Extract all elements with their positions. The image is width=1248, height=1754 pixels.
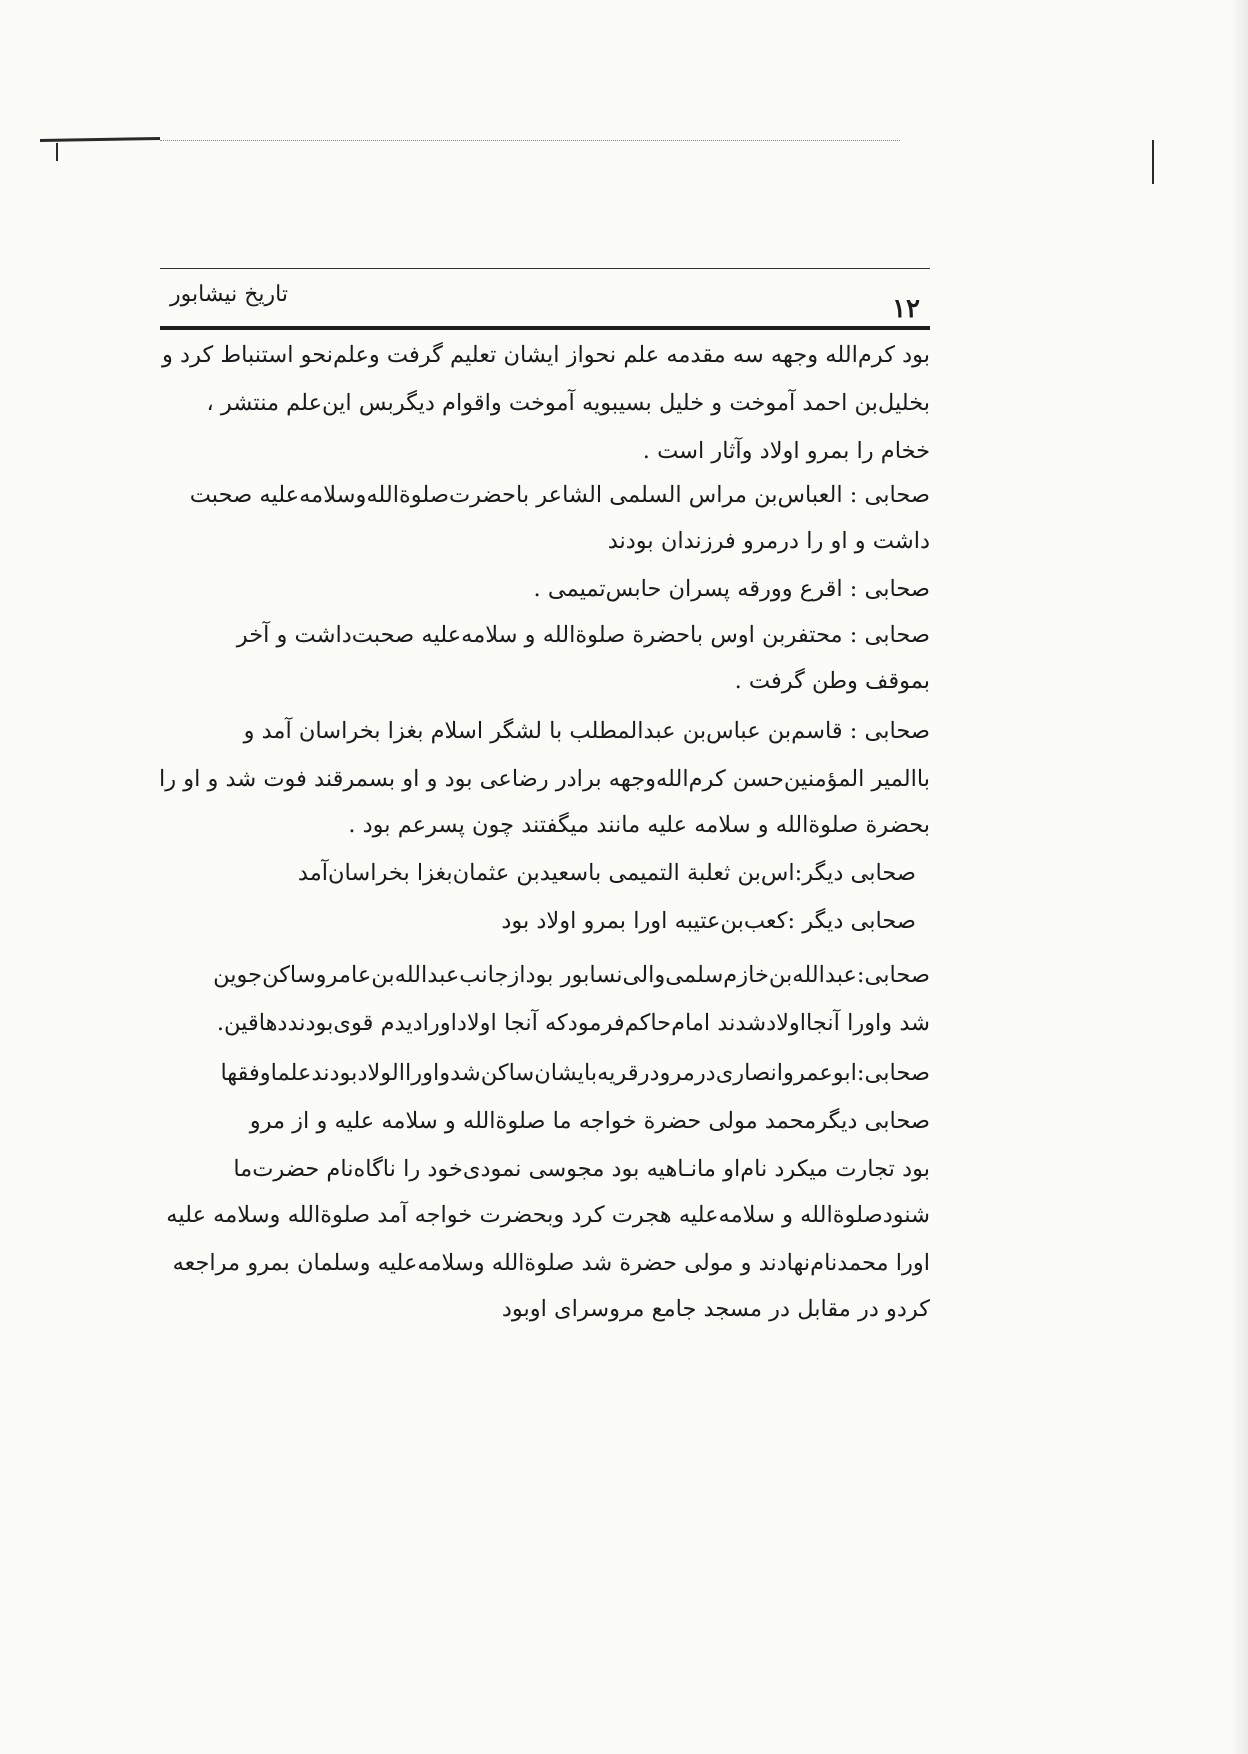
text-line: بحضرة صلوة‌الله و سلامه علیه مانند میگفتند چون پسرعم بود . [348,812,930,838]
text-line: بخلیل‌بن احمد آموخت و خلیل بسیبویه آموخت واقوام دیگربس این‌علم منتشر ، [206,390,930,416]
text-line: کردو در مقابل در مسجد جامع مروسرای اوبود [501,1296,930,1322]
header-top-rule [160,268,930,269]
text-line: صحابی : محتفر‌بن اوس باحضرة صلوة‌الله و سلامه‌علیه صحبت‌داشت و آخر [236,622,930,648]
text-line: صحابی : اقرع وورقه پسران حابس‌تمیمی . [533,576,930,602]
page-header [160,260,930,330]
text-line: صحابی دیگرمحمد مولی حضرة خواجه ما صلوة‌الله و سلامه علیه و از مرو [249,1108,930,1134]
text-line: شنود‌صلوة‌الله و سلامه‌علیه هجرت کرد وبحضرت خواجه آمد صلوة‌الله وسلامه علیه [166,1202,930,1228]
text-line: بود کرم‌الله وجهه سه مقدمه علم نحواز ایشان تعلیم گرفت وعلم‌نحو استنباط کرد و [162,342,930,368]
scan-artifact-dotted-line [160,140,900,141]
text-line: اورا محمدنام‌نهادند و مولی حضرة شد صلوة‌الله وسلامه‌علیه وسلمان بمرو مراجعه [172,1250,930,1276]
header-bottom-rule [160,326,930,330]
text-line: شد واورا آنجااولادشدند امام‌حاکم‌فرمودکه آنجا اولاداورادیدم قوی‌بودنددهاقین. [216,1010,930,1036]
text-line: بود تجارت میکرد نام‌او مانـاهیه بود مجوسی نمودی‌خود را ناگاه‌نام حضرت‌ما [233,1156,930,1182]
text-line: داشت و او را درمرو فرزندان بودند [607,528,930,554]
scan-artifact-right-tick [1152,140,1154,184]
scan-artifact-top-line [40,137,160,142]
text-line: صحابی:ابوعمروانصاری‌درمرودرقریه‌بایشان‌ساکن‌شدواوراالولادبودندعلماوفقها [220,1060,930,1086]
text-line: باالمیر المؤمنین‌حسن کرم‌الله‌وجهه برادر رضاعی بود و او بسمرقند فوت شد و او را [158,766,930,792]
page-number: ۱۲ [892,294,920,324]
text-line: بموقف وطن گرفت . [734,668,930,694]
scan-artifact-left-tick [56,143,58,161]
text-line: صحابی دیگر:اس‌بن ثعلبة التمیمی باسعیدبن عثمان‌بغزا بخراسان‌آمد [297,860,916,886]
running-title: تاریخ نیشابور [170,282,288,307]
text-line: صحابی دیگر :کعب‌بن‌عتیبه اورا بمرو اولاد بود [501,908,916,934]
text-line: صحابی : العباس‌بن مراس السلمی الشاعر باحضرت‌صلوة‌الله‌وسلامه‌علیه صحبت [189,482,930,508]
text-line: صحابی:عبدالله‌بن‌خازم‌سلمی‌والی‌نسابور بودازجانب‌عبدالله‌بن‌عامروساکن‌جوین [213,962,930,988]
text-line: خخام را بمرو اولاد وآثار است . [642,438,930,464]
text-line: صحابی : قاسم‌بن عباس‌بن عبدالمطلب با لشگر اسلام بغزا بخراسان آمد و [243,718,930,744]
scanned-page-edge [1230,0,1248,1754]
